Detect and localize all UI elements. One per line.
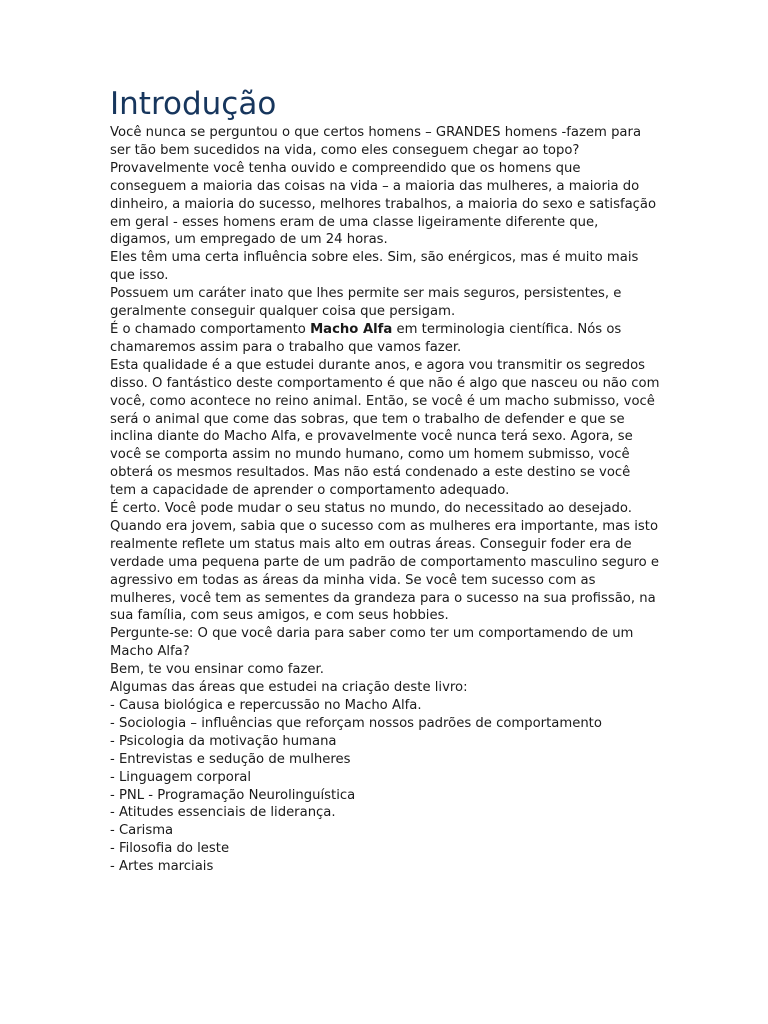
paragraph-innate-character: Possuem um caráter inato que lhes permite ser mais seguros, persistentes, e geralmente conseguir qualquer coisa que persigam. bbox=[110, 286, 622, 320]
macho-alfa-text-before: É o chamado comportamento bbox=[110, 321, 311, 337]
list-item: - Filosofia do leste bbox=[110, 841, 230, 857]
list-item: - Carisma bbox=[110, 823, 174, 839]
document-body bbox=[110, 124, 660, 876]
paragraph-ask-yourself: Pergunte-se: O que você daria para saber como ter um comportamendo de um Macho Alfa? bbox=[110, 626, 634, 660]
list-item: - Artes marciais bbox=[110, 859, 214, 875]
paragraph-change-status: É certo. Você pode mudar o seu status no mundo, do necessitado ao desejado. bbox=[110, 501, 632, 517]
macho-alfa-term: Macho Alfa bbox=[310, 321, 393, 337]
paragraph-intro-question: Você nunca se perguntou o que certos homens – GRANDES homens -fazem para ser tão bem sucedidos na vida, como eles conseguem chegar ao topo? bbox=[110, 125, 642, 158]
list-item: - PNL - Programação Neurolinguística bbox=[110, 787, 356, 803]
paragraph-quality-studied: Esta qualidade é a que estudei durante anos, e agora vou transmitir os segredos disso. O fantástico deste comportamento é que não é algo que nasceu ou não com você, como acontece no reino animal. Então, se você é um macho submisso, você será o animal que come das sobras, que tem o trabalho de defender e que se inclina diante do Macho Alfa, e provavelmente você nunca terá sexo. Agora, se você se comporta assim no mundo humano, como um homem submisso, você obterá os mesmos resultados. Mas não está condenado a este destino se você tem a capacidade de aprender o comportamento adequado. bbox=[110, 357, 660, 499]
document-page bbox=[110, 84, 660, 876]
paragraph-areas-intro: Algumas das áreas que estudei na criação deste livro: bbox=[110, 680, 468, 696]
areas-list bbox=[110, 697, 660, 876]
paragraph-influence: Eles têm uma certa influência sobre eles. Sim, são enérgicos, mas é muito mais que isso. bbox=[110, 250, 639, 284]
macho-alfa-text-after: em terminologia científica. Nós os chamaremos assim para o trabalho que vamos fazer. bbox=[110, 321, 622, 355]
paragraph-teach: Bem, te vou ensinar como fazer. bbox=[110, 662, 324, 678]
list-item: - Causa biológica e repercussão no Macho Alfa. bbox=[110, 698, 422, 713]
paragraph-when-young: Quando era jovem, sabia que o sucesso com as mulheres era importante, mas isto realmente reflete um status mais alto em outras áreas. Conseguir foder era de verdade uma pequena parte de um padrão de comportamento masculino seguro e agressivo em todas as áreas da minha vida. Se você tem sucesso com as mulheres, você tem as sementes da grandeza para o sucesso na sua profissão, na sua família, com seus amigos, e com seus hobbies. bbox=[110, 518, 659, 624]
paragraph-macho-alfa bbox=[110, 321, 660, 357]
list-item: - Entrevistas e sedução de mulheres bbox=[110, 751, 351, 767]
list-item: - Psicologia da motivação humana bbox=[110, 733, 337, 749]
list-item: - Linguagem corporal bbox=[110, 769, 251, 785]
page-title: Introdução bbox=[110, 86, 277, 122]
list-item: - Atitudes essenciais de liderança. bbox=[110, 805, 336, 821]
paragraph-successful-men: Provavelmente você tenha ouvido e compreendido que os homens que conseguem a maioria das coisas na vida – a maioria das mulheres, a maioria do dinheiro, a maioria do sucesso, melhores trabalhos, a maioria do sexo e satisfação em geral - esses homens eram de uma classe ligeiramente diferente que, digamos, um empregado de um 24 horas. bbox=[110, 160, 657, 248]
list-item: - Sociologia – influências que reforçam nossos padrões de comportamento bbox=[110, 715, 602, 731]
